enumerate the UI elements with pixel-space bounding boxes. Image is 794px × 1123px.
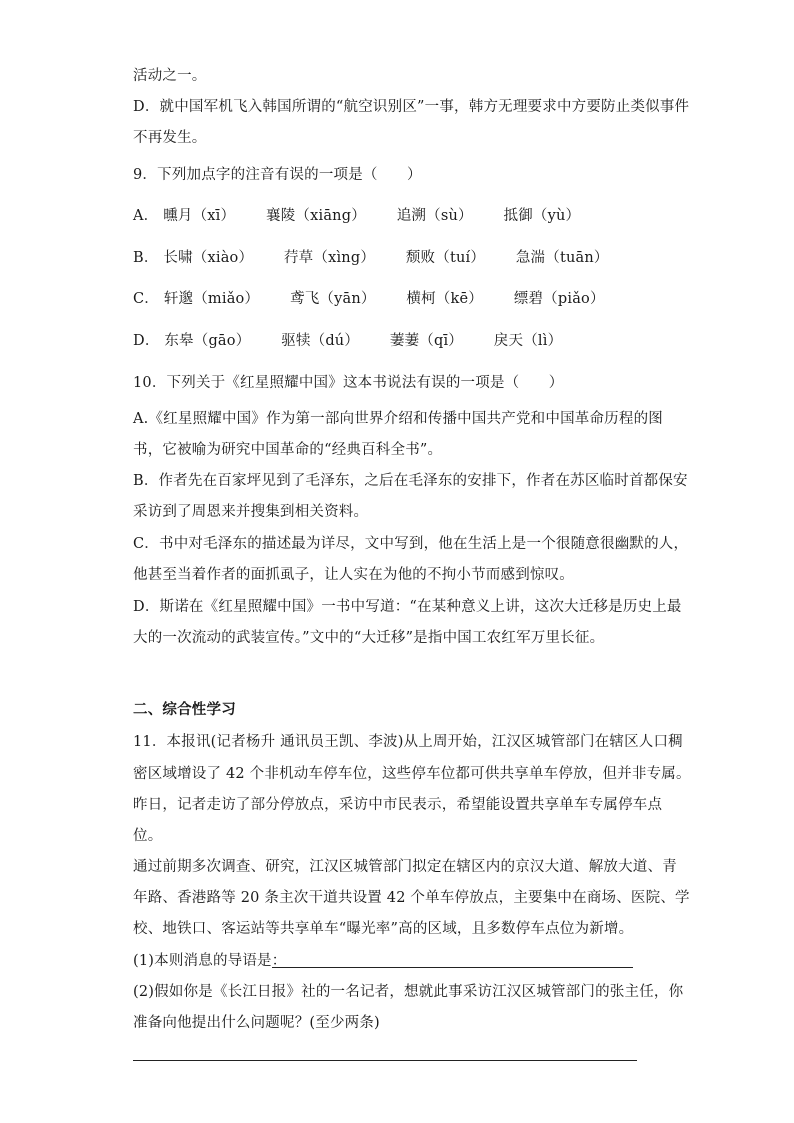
q10-line: A.《红星照耀中国》作为第一部向世界介绍和传播中国共产党和中国革命历程的图 [133,411,663,427]
q10-line: D．斯诺在《红星照耀中国》一书中写道：“在某种意义上讲，这次大迁移是历史上最 [133,599,682,615]
q11-sub2-line-1: (2)假如你是《长江日报》社的一名记者，想就此事采访江汉区城管部门的张主任，你 [133,984,684,1000]
option-item: 颓败（tuí） [405,250,486,266]
option-item: 缥碧（piǎo） [513,291,605,307]
option-item: 追溯（sù） [396,208,473,224]
option-label: C． [133,291,159,307]
option-item: 荇草（xìng） [283,250,376,266]
q8-text-tail: 活动之一。 [133,68,207,84]
option-item: 东皋（gāo） [164,333,251,349]
q9-option-c [133,289,631,309]
q11-line: 校、地铁口、客运站等共享单车“曝光率”高的区域，且多数停车点位为新增。 [133,921,634,937]
q11-line: 11．本报讯(记者杨升 通讯员王凯、李波)从上周开始，江汉区城管部门在辖区人口稠 [133,734,683,750]
option-item: 抵御（yù） [503,208,581,224]
q10-line: 他甚至当着作者的面抓虱子，让人实在为他的不拘小节而感到惊叹。 [133,567,574,583]
q10-line: 大的一次流动的武装宣传。”文中的“大迁移”是指中国工农红军万里长征。 [133,630,605,646]
option-label: A． [133,208,159,224]
q10-stem: 10．下列关于《红星照耀中国》这本书说法有误的一项是（ ） [133,375,564,391]
q11-sub2-line-2: 准备向他提出什么问题呢？(至少两条) [133,1015,380,1031]
option-item: 襄陵（xiāng） [266,208,366,224]
q10-line: 采访到了周恩来并搜集到相关资料。 [133,504,369,520]
q8-option-d-line-1: D．就中国军机飞入韩国所谓的“航空识别区”一事，韩方无理要求中方要防止类似事件 [133,99,690,115]
option-item: 鸢飞（yān） [290,291,376,307]
q11-line: 昨日，记者走访了部分停放点，采访中市民表示，希望能设置共享单车专属停车点 [133,797,663,813]
q11-sub1-answer-line[interactable] [272,967,633,968]
option-label: B． [133,250,159,266]
option-item: 横柯（kē） [406,291,483,307]
q11-sub2-answer-line[interactable] [133,1060,637,1061]
option-item: 戾天（lì） [493,333,563,349]
option-item: 急湍（tuān） [515,250,609,266]
q10-line: B．作者先在百家坪见到了毛泽东，之后在毛泽东的安排下，作者在苏区临时首都保安 [133,473,688,489]
q9-option-a [133,206,606,226]
q10-line: C．书中对毛泽东的描述最为详尽，文中写到，他在生活上是一个很随意很幽默的人， [133,536,689,552]
section-heading: 二、综合性学习 [133,702,236,718]
q8-option-d-line-2: 不再发生。 [133,130,207,146]
option-item: 曛月（xī） [163,208,236,224]
option-item: 萋萋（qī） [389,333,463,349]
option-item: 轩邈（miǎo） [163,291,260,307]
q10-line: 书，它被喻为研究中国革命的“经典百科全书”。 [133,442,443,458]
q11-line: 位。 [133,828,163,844]
q11-sub1-prompt: (1)本则消息的导语是： [133,953,287,969]
q11-line: 年路、香港路等 20 条主次干道共设置 42 个单车停放点，主要集中在商场、医院、学 [133,890,690,906]
option-label: D． [133,333,160,349]
option-item: 长啸（xiào） [163,250,254,266]
option-item: 驱犊（dú） [281,333,360,349]
q9-option-b [133,248,635,268]
q11-line: 通过前期多次调查、研究，江汉区城管部门拟定在辖区内的京汉大道、解放大道、青 [133,859,677,875]
q9-option-d [133,331,588,351]
q9-stem: 9．下列加点字的注音有误的一项是（ ） [133,167,422,183]
q11-line: 密区域增设了 42 个非机动车停车位，这些停车位都可供共享单车停放，但并非专属。 [133,766,691,782]
